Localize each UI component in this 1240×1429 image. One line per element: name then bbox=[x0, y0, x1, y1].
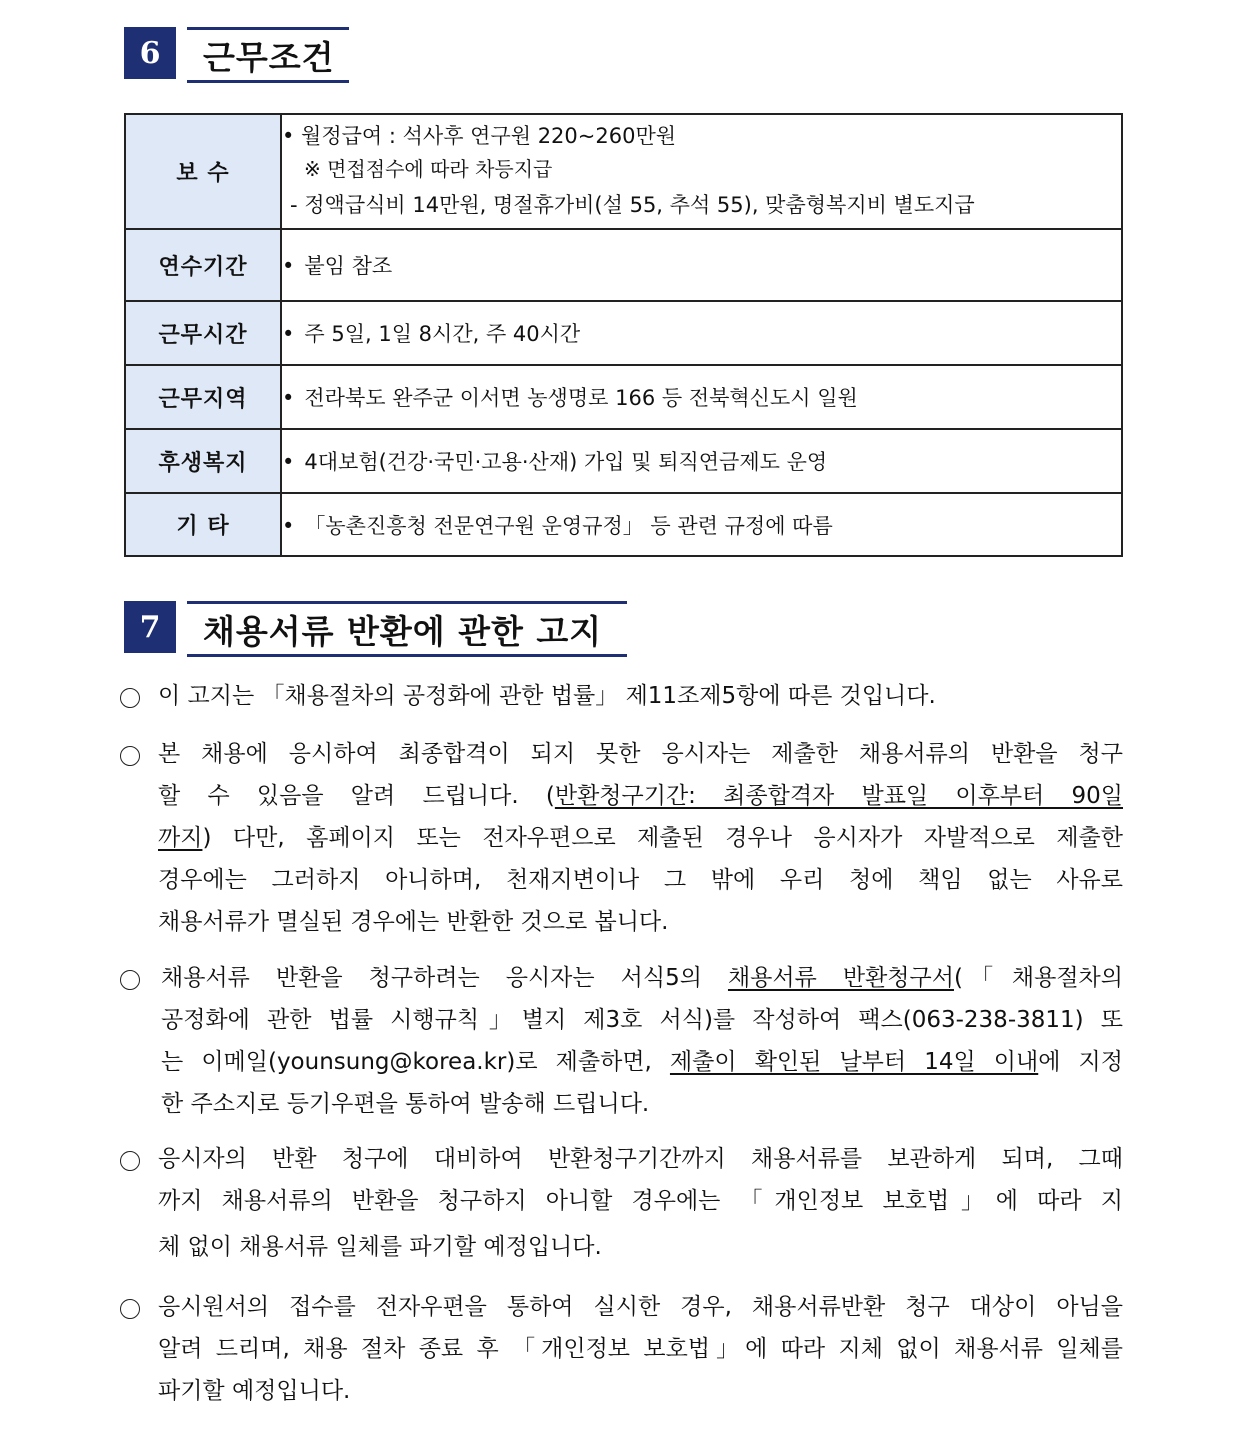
row-value-text: 전라북도 완주군 이서면 농생명로 166 등 전북혁신도시 일원 bbox=[304, 386, 858, 410]
row-label: 기 타 bbox=[125, 493, 281, 556]
claim-period-underline: 까지 bbox=[158, 825, 203, 851]
notice-line bbox=[161, 1041, 1123, 1083]
notice-item bbox=[118, 1138, 1123, 1268]
row-value bbox=[281, 114, 1122, 229]
table-row bbox=[125, 493, 1122, 556]
text-segment: ) 다만, 홈페이지 또는 전자우편으로 제출된 경우나 응시자가 자발적으로 제출한 bbox=[202, 825, 1123, 851]
table-row bbox=[125, 429, 1122, 493]
claim-period-underline: 반환청구기간: 최종합격자 발표일 이후부터 90일 bbox=[554, 783, 1123, 809]
row-value bbox=[281, 229, 1122, 301]
table-row bbox=[125, 114, 1122, 229]
table-row bbox=[125, 229, 1122, 301]
notice-line: 응시원서의 접수를 전자우편을 통하여 실시한 경우, 채용서류반환 청구 대상이 아님을 bbox=[158, 1294, 1123, 1320]
return-form-underline: 채용서류 반환청구서 bbox=[727, 965, 954, 991]
salary-note: ※ 면접점수에 따라 차등지급 bbox=[304, 156, 553, 181]
circle-bullet-icon bbox=[120, 970, 140, 990]
row-label: 보 수 bbox=[125, 114, 281, 229]
salary-line: • 월정급여 : 석사후 연구원 220~260만원 bbox=[282, 123, 677, 148]
notice-line: 본 채용에 응시하여 최종합격이 되지 못한 응시자는 제출한 채용서류의 반환을 청구 bbox=[158, 741, 1123, 767]
notice-line: 경우에는 그러하지 아니하며, 천재지변이나 그 밖에 우리 청에 책임 없는 사유로 bbox=[158, 867, 1123, 893]
notice-line bbox=[158, 817, 1123, 859]
notice-line: 이 고지는 「채용절차의 공정화에 관한 법률」 제11조제5항에 따른 것입니다. bbox=[158, 683, 936, 709]
circle-bullet-icon bbox=[120, 1299, 140, 1319]
table-row bbox=[125, 301, 1122, 365]
text-segment: 채용서류 반환을 청구하려는 응시자는 서식5의 bbox=[161, 965, 728, 991]
notice-item bbox=[118, 957, 1123, 1125]
notice-line: 채용서류가 멸실된 경우에는 반환한 것으로 봅니다. bbox=[158, 909, 669, 935]
work-conditions-table bbox=[124, 113, 1123, 557]
notice-line: 응시자의 반환 청구에 대비하여 반환청구기간까지 채용서류를 보관하게 되며, 그때 bbox=[158, 1146, 1123, 1172]
circle-bullet-icon bbox=[120, 1151, 140, 1171]
notice-item bbox=[118, 675, 1123, 717]
circle-bullet-icon bbox=[120, 746, 140, 766]
notice-line bbox=[161, 957, 1123, 999]
row-value bbox=[281, 493, 1122, 556]
section6-header bbox=[124, 27, 349, 83]
row-value-text: 주 5일, 1일 8시간, 주 40시간 bbox=[304, 322, 581, 346]
text-segment: (「채용절차의 bbox=[953, 965, 1123, 991]
row-label: 연수기간 bbox=[125, 229, 281, 301]
salary-extra: - 정액급식비 14만원, 명절휴가비(설 55, 추석 55), 맞춤형복지비 별도지급 bbox=[290, 192, 975, 217]
section-title: 채용서류 반환에 관한 고지 bbox=[187, 601, 627, 657]
row-label: 근무시간 bbox=[125, 301, 281, 365]
notice-line bbox=[158, 775, 1123, 817]
row-value bbox=[281, 365, 1122, 429]
notice-line: 까지 채용서류의 반환을 청구하지 아니할 경우에는 「개인정보 보호법」에 따라 지 bbox=[158, 1188, 1123, 1214]
notice-line: 체 없이 채용서류 일체를 파기할 예정입니다. bbox=[158, 1234, 602, 1260]
row-label: 근무지역 bbox=[125, 365, 281, 429]
section7-header bbox=[124, 601, 627, 657]
row-value bbox=[281, 301, 1122, 365]
deadline-underline: 제출이 확인된 날부터 14일 이내 bbox=[669, 1049, 1039, 1075]
circle-bullet-icon bbox=[120, 688, 140, 708]
row-value-text: 4대보험(건강·국민·고용·산재) 가입 및 퇴직연금제도 운영 bbox=[304, 450, 828, 474]
row-label: 후생복지 bbox=[125, 429, 281, 493]
row-value-text: 「농촌진흥청 전문연구원 운영규정」 등 관련 규정에 따름 bbox=[304, 513, 833, 538]
text-segment: 는 이메일(younsung@korea.kr)로 제출하면, bbox=[161, 1049, 670, 1075]
row-value bbox=[281, 429, 1122, 493]
notice-line: 한 주소지로 등기우편을 통하여 발송해 드립니다. bbox=[161, 1091, 650, 1117]
table-row bbox=[125, 365, 1122, 429]
row-value-text: 붙임 참조 bbox=[304, 254, 393, 278]
notice-line: 알려 드리며, 채용 절차 종료 후 「개인정보 보호법」에 따라 지체 없이 채용서류 일체를 bbox=[158, 1336, 1123, 1362]
text-segment: 에 지정 bbox=[1038, 1049, 1123, 1075]
notice-item bbox=[118, 733, 1123, 943]
notice-line: 파기할 예정입니다. bbox=[158, 1378, 351, 1404]
text-segment: 할 수 있음을 알려 드립니다. ( bbox=[158, 783, 555, 809]
notice-item bbox=[118, 1286, 1123, 1412]
section-number-badge: 7 bbox=[124, 601, 176, 653]
section-title: 근무조건 bbox=[187, 27, 349, 83]
section-number-badge: 6 bbox=[124, 27, 176, 79]
notice-line: 공정화에 관한 법률 시행규칙」별지 제3호 서식)를 작성하여 팩스(063-238-3811) 또 bbox=[161, 1007, 1123, 1033]
